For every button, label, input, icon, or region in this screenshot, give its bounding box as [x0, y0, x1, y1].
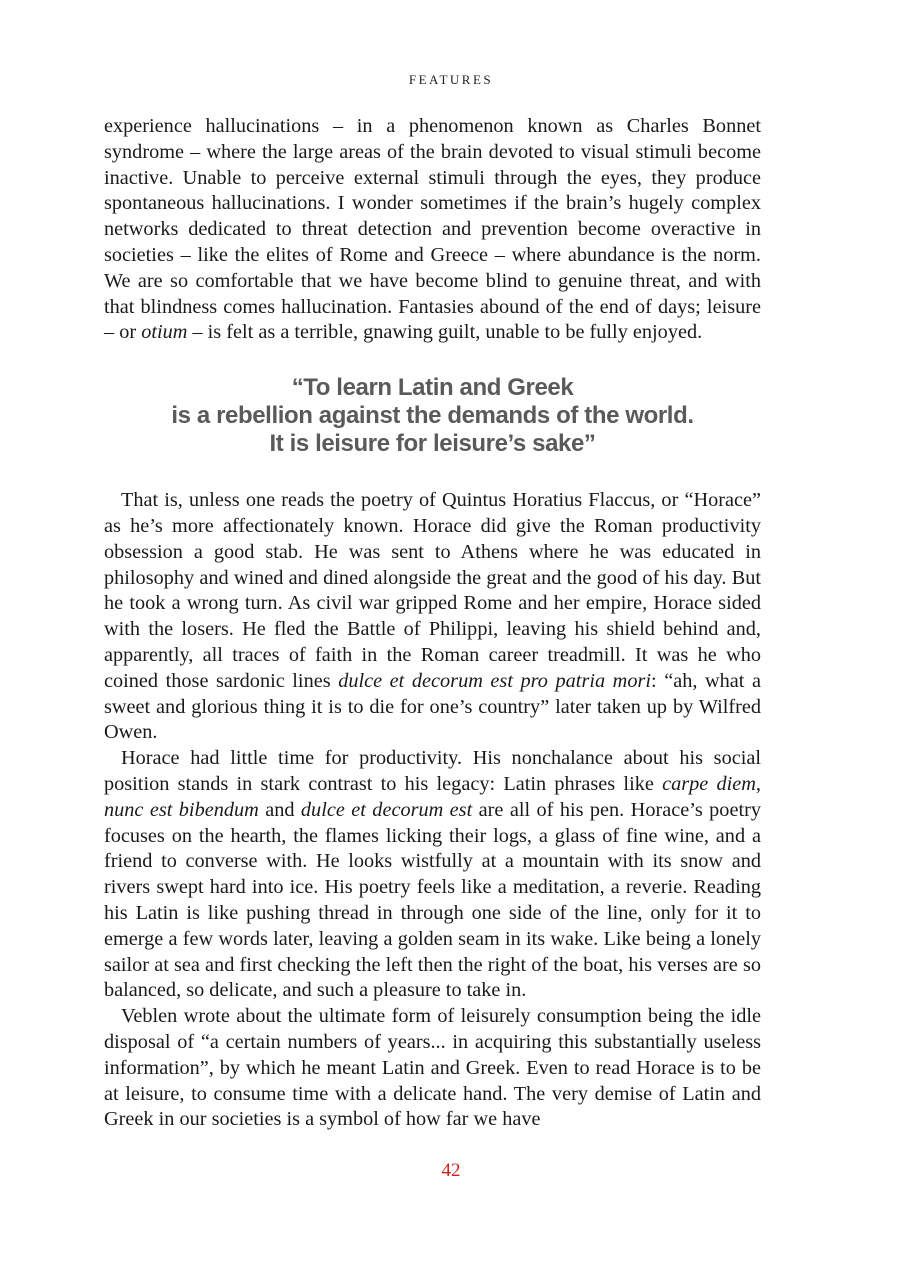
- paragraph-text: – is felt as a terrible, gnawing guilt, unable to be fully enjoyed.: [187, 321, 703, 344]
- latin-quote: dulce et decorum est pro patria mori: [338, 669, 651, 692]
- pull-quote-line-3: It is leisure for leisure’s sake”: [269, 430, 596, 458]
- paragraph-text: That is, unless one reads the poetry of Quintus Horatius Flaccus, or “Horace” as he’s more affectionately known. Horace did give the Roman productivity obsession a good stab. He was sent to Athens where he was educated in philosophy and wined and dined alongside the great and the good of his day. But he took a wrong turn. As civil war gripped Rome and her empire, Horace sided with the losers. He fled the Battle of Philippi, leaving his shield behind and, apparently, all traces of faith in the Roman career treadmill. It was he who coined those sardonic lines: [104, 489, 761, 692]
- latin-term: otium: [141, 321, 188, 344]
- paragraph-text: : “ah, what a sweet and glorious thing it is to die for one’s country” later taken up by Wilfred Owen.: [104, 669, 761, 744]
- paragraph-text: experience hallucinations – in a phenomenon known as Charles Bonnet syndrome – where the large areas of the brain devoted to visual stimuli become inactive. Unable to perceive external stimuli through the eyes, they produce spontaneous hallucinations. I wonder sometimes if the brain’s hugely complex networks dedicated to threat detection and prevention become overactive in societies – like the elites of Rome and Greece – where abundance is the norm. We are so comfortable that we have become blind to genuine threat, and with that blindness comes hallucination. Fantasies abound of the end of days; leisure – or: [104, 115, 761, 344]
- body-paragraph-2: [104, 488, 761, 746]
- latin-phrase: dulce et decorum est: [300, 798, 473, 821]
- paragraph-text: and: [258, 798, 301, 821]
- page-number: 42: [441, 1160, 461, 1181]
- paragraph-text: Veblen wrote about the ultimate form of leisurely consumption being the idle disposal of “a certain numbers of years... in acquiring this substantially useless information”, by which he meant Latin and Greek. Even to read Horace is to be at leisure, to consume time with a delicate hand. The very demise of Latin and Greek in our societies is a symbol of how far we have: [104, 1005, 761, 1131]
- paragraph-text: are all of his pen. Horace’s poetry focuses on the hearth, the flames licking their logs, a glass of fine wine, and a friend to converse with. He looks wistfully at a mountain with its snow and rivers swept hard into ice. His poetry feels like a meditation, a reverie. Reading his Latin is like pushing thread in through one side of the line, only for it to emerge a few words later, leaving a golden seam in its wake. Like being a lonely sailor at sea and first checking the left then the right of the boat, his verses are so balanced, so delicate, and such a pleasure to take in.: [104, 798, 761, 1002]
- pull-quote: [104, 374, 761, 458]
- running-head: FEATURES: [408, 72, 494, 87]
- paragraph-text: ,: [755, 772, 761, 795]
- body-paragraph-4: [104, 1004, 761, 1133]
- pull-quote-line-2: is a rebellion against the demands of the world.: [171, 402, 694, 430]
- paragraph-text: Horace had little time for productivity. His nonchalance about his social position stands in stark contrast to his legacy: Latin phrases like: [104, 747, 761, 795]
- pull-quote-line-1: “To learn Latin and Greek: [291, 374, 574, 402]
- latin-phrase: carpe diem: [662, 772, 756, 795]
- body-paragraph-3: [104, 746, 761, 1004]
- body-paragraph-1: [104, 114, 761, 346]
- article-column: [104, 114, 761, 1133]
- latin-phrase: nunc est bibendum: [104, 798, 259, 821]
